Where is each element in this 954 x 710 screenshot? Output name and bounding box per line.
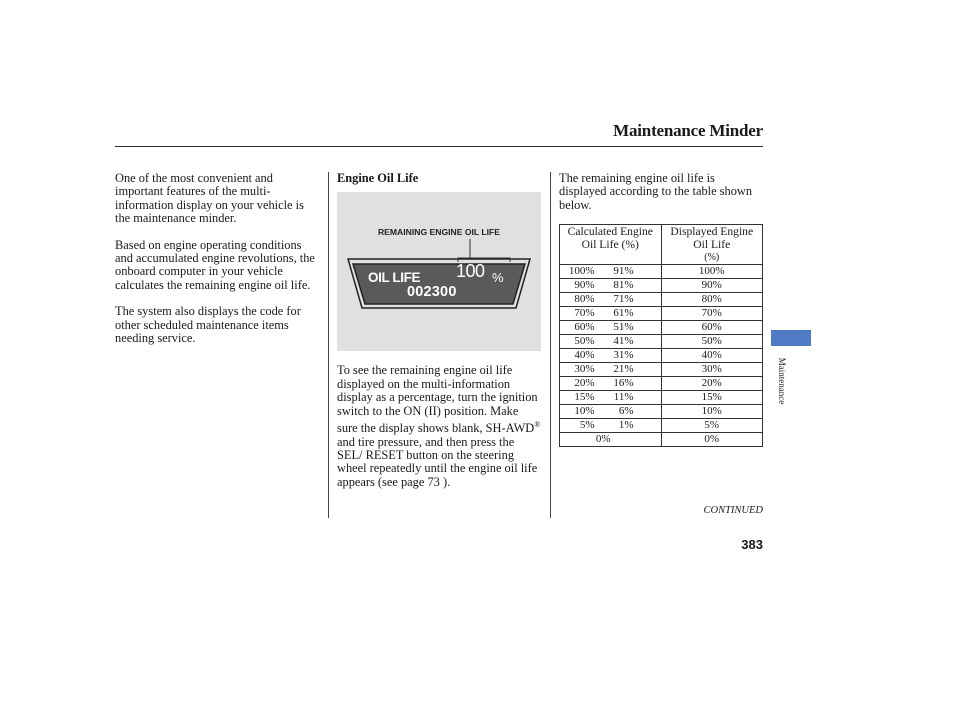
calc-range-low: 16% bbox=[613, 377, 634, 390]
table-row bbox=[560, 349, 763, 363]
paragraph: The system also displays the code for other scheduled maintenance items needing service. bbox=[115, 304, 301, 346]
registered-mark: ® bbox=[534, 420, 541, 430]
table-row bbox=[560, 307, 763, 321]
calc-range-low: 6% bbox=[618, 405, 634, 418]
table-row bbox=[560, 363, 763, 377]
displayed-value-cell: 50% bbox=[661, 335, 763, 349]
header-calculated: Calculated Engine Oil Life (%) bbox=[560, 225, 662, 265]
calc-range-low: 21% bbox=[613, 363, 634, 376]
display-oil-life-text: OIL LIFE bbox=[368, 270, 421, 286]
calculated-range-cell bbox=[560, 433, 662, 447]
calculated-range-cell bbox=[560, 321, 662, 335]
table-row bbox=[560, 377, 763, 391]
displayed-value-cell: 80% bbox=[661, 293, 763, 307]
display-percent-sign: % bbox=[492, 270, 504, 286]
calculated-range-cell bbox=[560, 405, 662, 419]
calc-range-high: 20% bbox=[574, 377, 595, 390]
displayed-value-cell: 70% bbox=[661, 307, 763, 321]
displayed-value-cell: 15% bbox=[661, 391, 763, 405]
calc-range-low: 11% bbox=[613, 391, 634, 404]
calculated-range-cell bbox=[560, 293, 662, 307]
table-header-row bbox=[560, 225, 763, 265]
calc-range-low: 81% bbox=[613, 279, 634, 292]
calc-range-high: 30% bbox=[574, 363, 595, 376]
table-row bbox=[560, 391, 763, 405]
calc-range-high: 5% bbox=[579, 419, 595, 432]
displayed-value-cell: 100% bbox=[661, 265, 763, 279]
calc-range-high: 40% bbox=[574, 349, 595, 362]
calc-range-low: 51% bbox=[613, 321, 634, 334]
calc-range-low: 1% bbox=[618, 419, 634, 432]
calc-range-low: 71% bbox=[613, 293, 634, 306]
calc-range-high: 80% bbox=[574, 293, 595, 306]
calculated-range-cell bbox=[560, 335, 662, 349]
header-displayed: Displayed Engine Oil Life (%) bbox=[661, 225, 763, 265]
displayed-value-cell: 5% bbox=[661, 419, 763, 433]
displayed-value-cell: 10% bbox=[661, 405, 763, 419]
calculated-range-cell bbox=[560, 349, 662, 363]
displayed-value-cell: 60% bbox=[661, 321, 763, 335]
paragraph: One of the most convenient and important features of the multi-information display on your vehicle is the maintenance minder. bbox=[115, 171, 304, 226]
page-number: 383 bbox=[741, 537, 763, 552]
calc-range-low: 41% bbox=[613, 335, 634, 348]
calculated-range-cell bbox=[560, 391, 662, 405]
continued-label: CONTINUED bbox=[703, 505, 763, 516]
table-row bbox=[560, 419, 763, 433]
calculated-range-cell bbox=[560, 307, 662, 321]
calc-range-high: 50% bbox=[574, 335, 595, 348]
calc-range-high: 10% bbox=[574, 405, 595, 418]
table-row bbox=[560, 293, 763, 307]
table-row bbox=[560, 335, 763, 349]
displayed-value-cell: 20% bbox=[661, 377, 763, 391]
table-row bbox=[560, 279, 763, 293]
oil-life-display-figure bbox=[337, 192, 541, 351]
column-1 bbox=[115, 172, 321, 358]
calc-range-low: 61% bbox=[613, 307, 634, 320]
column-2 bbox=[337, 172, 541, 502]
column-divider bbox=[550, 172, 551, 518]
display-odometer: 002300 bbox=[407, 284, 457, 301]
displayed-value-cell: 40% bbox=[661, 349, 763, 363]
header-rule bbox=[115, 146, 763, 147]
paragraph: The remaining engine oil life is displayed according to the table shown below. bbox=[559, 171, 753, 212]
table-row bbox=[560, 321, 763, 335]
paragraph: To see the remaining engine oil life displayed on the multi-information display as a percentage, turn the ignition switch to the ON (II) position. Make sure the display shows blank, SH-AWD® and tire pressure, and then press the SEL/ RESET button on the steering wheel repeatedly until the engine oil life appears (see page 73 ). bbox=[337, 363, 541, 489]
calc-range-high: 60% bbox=[574, 321, 595, 334]
calc-range-high: 70% bbox=[574, 307, 595, 320]
calc-range-low: 91% bbox=[613, 265, 634, 278]
table-row bbox=[560, 433, 763, 447]
section-tab-label: Maintenance bbox=[777, 357, 787, 405]
calculated-range-cell bbox=[560, 265, 662, 279]
table-row bbox=[560, 405, 763, 419]
column-divider bbox=[328, 172, 329, 518]
paragraph: Based on engine operating conditions and accumulated engine revolutions, the onboard computer in your vehicle calculates the remaining engine oil life. bbox=[115, 237, 315, 292]
calc-range-high: 100% bbox=[568, 265, 595, 278]
calculated-range-cell bbox=[560, 377, 662, 391]
calc-range-high: 15% bbox=[574, 391, 595, 404]
calc-range-high: 90% bbox=[574, 279, 595, 292]
column-3 bbox=[559, 172, 763, 447]
calculated-range-cell bbox=[560, 279, 662, 293]
display-percent-value: 100 bbox=[456, 261, 485, 282]
calculated-range-cell bbox=[560, 363, 662, 377]
table-row bbox=[560, 265, 763, 279]
calc-range-low: 31% bbox=[613, 349, 634, 362]
calc-range-high: 0% bbox=[595, 433, 611, 446]
section-heading: Engine Oil Life bbox=[337, 171, 419, 185]
figure-callout-label: REMAINING ENGINE OIL LIFE bbox=[377, 227, 501, 238]
displayed-value-cell: 30% bbox=[661, 363, 763, 377]
displayed-value-cell: 0% bbox=[661, 433, 763, 447]
section-tab-marker bbox=[771, 330, 811, 346]
calculated-range-cell bbox=[560, 419, 662, 433]
displayed-value-cell: 90% bbox=[661, 279, 763, 293]
oil-life-table bbox=[559, 224, 763, 447]
page-title: Maintenance Minder bbox=[613, 121, 763, 140]
